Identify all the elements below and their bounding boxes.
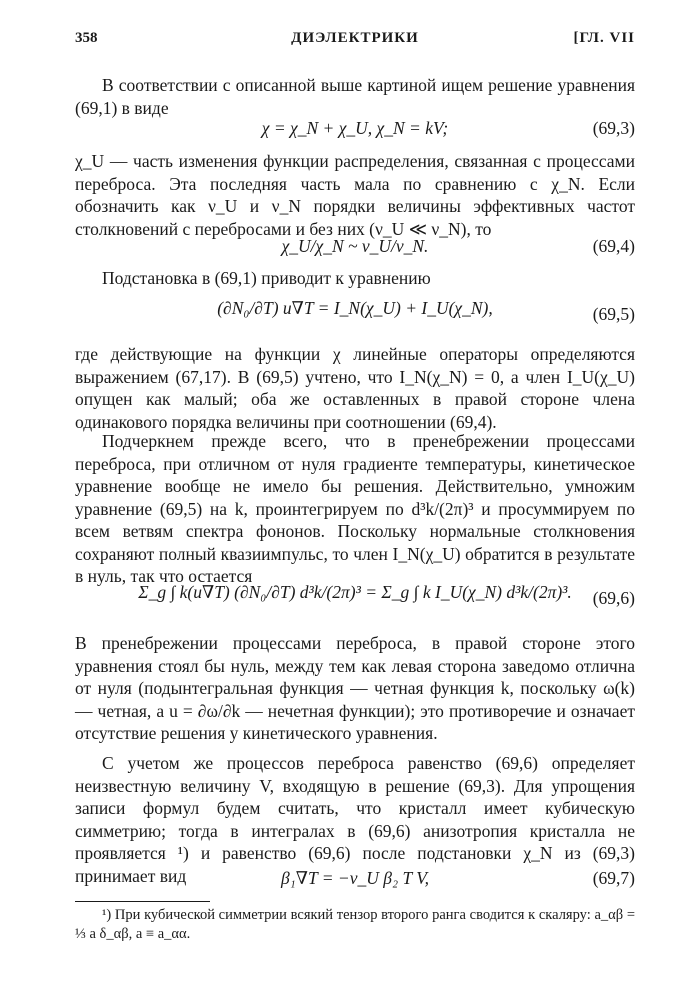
equation-69-5 xyxy=(75,294,635,338)
running-title: ДИЭЛЕКТРИКИ xyxy=(291,30,419,46)
paragraph-7: С учетом же процессов переброса равенство (69,6) определяет неизвестную величину V, входящую в решение (69,3). Для упрощения записи формул будем считать, что кристалл имеет кубическую симметрию; тогда в интегралах в (69,6) анизотропия кристалла не проявляется ¹) и равенство (69,6) после подстановки χ_N из (69,3) принимает вид xyxy=(75,753,635,886)
equation-number: (69,3) xyxy=(592,118,635,138)
paragraph-6: В пренебрежении процессами переброса, в правой стороне этого уравнения стоял бы нуль, между тем как левая сторона заведомо отлична от нуля (подынтегральная функция — четная функция k, поскольку ω(k) — четная, а u = ∂ω/∂k — нечетная функции); это противоречие и означает отсутствие решения у кинетического уравнения. xyxy=(75,633,635,743)
paragraph-5: Подчеркнем прежде всего, что в пренебрежении процессами переброса, при отличном от нуля градиенте температуры, кинетическое уравнение вообще не имело бы решения. Действительно, умножим уравнение (69,5) на k, проинтегрируем по d³k/(2π)³ и просуммируем по всем ветвям спектра фононов. Поскольку нормальные столкновения сохраняют полный квазиимпульс, то член I_N(χ_U) обратится в результате в нуль, так что остается xyxy=(75,431,635,586)
paragraph-4: где действующие на функции χ линейные операторы определяются выражением (67,17). В (69,5) учтено, что I_N(χ_N) = 0, а член I_U(χ_U) опущен как малый; оба же оставленных в правой стороне члена одинакового порядка величины при соотношении (69,4). xyxy=(75,344,635,432)
paragraph-3: Подстановка в (69,1) приводит к уравнению xyxy=(102,268,431,288)
equation-number: (69,4) xyxy=(592,236,635,256)
footnote-divider xyxy=(75,901,210,902)
equation-formula: (∂N₀/∂T) u∇T = I_N(χ_U) + I_U(χ_N), xyxy=(217,298,493,318)
equation-formula: χ = χ_N + χ_U, χ_N = kV; xyxy=(261,118,449,138)
equation-69-4 xyxy=(75,236,635,262)
equation-formula: χ_U/χ_N ~ ν_U/ν_N. xyxy=(281,236,429,256)
equation-69-3 xyxy=(75,118,635,144)
equation-number: (69,7) xyxy=(592,868,635,888)
equation-number: (69,5) xyxy=(592,304,635,324)
chapter-label: [ГЛ. VII xyxy=(573,30,635,46)
paragraph-2: χ_U — часть изменения функции распределения, связанная с процессами переброса. Эта последняя часть мала по сравнению с χ_N. Если обозначить как ν_U и ν_N порядки величины эффективных частот столкновений с перебросами и без них (ν_U ≪ ν_N), то xyxy=(75,151,635,239)
equation-69-7 xyxy=(75,868,635,894)
footnote: ¹) При кубической симметрии всякий тензор второго ранга сводится к скаляру: a_αβ = ⅓ a δ_αβ, a ≡ a_αα. xyxy=(75,907,635,942)
equation-69-6 xyxy=(75,578,635,622)
equation-number: (69,6) xyxy=(592,588,635,608)
page-number: 358 xyxy=(75,30,98,46)
equation-formula: Σ_g ∫ k(u∇T) (∂N₀/∂T) d³k/(2π)³ = Σ_g ∫ k I_U(χ_N) d³k/(2π)³. xyxy=(138,582,572,602)
equation-formula: β₁∇T = −ν_U β₂ T V, xyxy=(280,868,430,888)
running-header xyxy=(75,30,635,54)
paragraph-1: В соответствии с описанной выше картиной ищем решение уравнения (69,1) в виде xyxy=(75,75,635,118)
